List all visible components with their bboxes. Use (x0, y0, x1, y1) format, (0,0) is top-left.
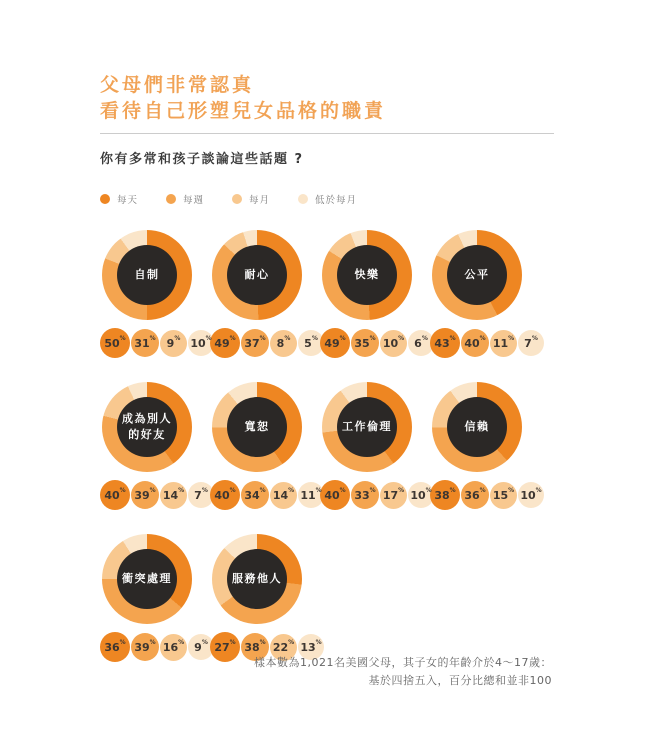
bubble-unit: % (315, 639, 322, 646)
footnote-line2: 基於四捨五入，百分比總和並非100 (368, 674, 552, 687)
value-bubbles (210, 480, 324, 510)
bubble-value: 16 (162, 640, 179, 654)
topic-label: 成為別人 的好友 (122, 412, 172, 441)
value-bubbles (100, 632, 214, 662)
bubble-value: 49 (214, 336, 230, 350)
bubble-unit: % (369, 335, 376, 342)
value-bubble (160, 634, 187, 661)
legend-label: 每週 (183, 195, 205, 206)
donut-chart (102, 230, 192, 320)
bubble-value: 9 (166, 336, 175, 350)
legend-item (232, 192, 270, 206)
bubble-value: 50 (104, 336, 120, 350)
value-bubble (518, 330, 544, 356)
page-title (100, 72, 554, 124)
bubble-unit: % (535, 487, 542, 494)
value-bubble (131, 633, 159, 661)
value-bubble (351, 481, 379, 509)
bubble-unit: % (205, 335, 212, 342)
bubble-unit: % (229, 335, 236, 342)
bubble-unit: % (421, 335, 428, 342)
bubble-value: 17 (382, 488, 399, 502)
bubble-value: 36 (104, 640, 120, 654)
bubble-value: 35 (354, 336, 370, 350)
value-bubbles (430, 328, 544, 358)
bubble-unit: % (339, 335, 346, 342)
value-bubble (160, 482, 187, 509)
bubble-unit: % (119, 639, 126, 646)
bubble-value: 38 (244, 640, 260, 654)
donut-center (227, 245, 287, 305)
topic-label: 自制 (134, 268, 160, 282)
value-bubble (430, 328, 460, 358)
value-bubble (320, 328, 350, 358)
donut-center (447, 397, 507, 457)
bubble-value: 6 (414, 336, 422, 350)
bubble-unit: % (339, 487, 346, 494)
value-bubble (100, 328, 130, 358)
value-bubble (160, 330, 187, 357)
value-bubble (380, 330, 407, 357)
bubble-unit: % (119, 335, 126, 342)
bubble-unit: % (201, 639, 208, 646)
bubble-value: 43 (434, 336, 450, 350)
bubble-unit: % (229, 487, 236, 494)
bubble-value: 38 (434, 488, 450, 502)
topic-card (210, 382, 320, 510)
topic-card (100, 230, 210, 358)
bubble-unit: % (508, 487, 515, 494)
bubble-unit: % (284, 335, 291, 342)
bubble-unit: % (288, 639, 295, 646)
legend-label: 低於每月 (315, 195, 358, 206)
bubble-unit: % (288, 487, 295, 494)
donut-center (447, 245, 507, 305)
value-bubble (461, 329, 489, 357)
donut-center (337, 397, 397, 457)
bubble-unit: % (449, 487, 456, 494)
value-bubbles (320, 328, 434, 358)
divider (100, 133, 554, 134)
legend-label: 每月 (249, 195, 271, 206)
bubble-unit: % (479, 335, 486, 342)
donut-chart (212, 534, 302, 624)
value-bubbles (320, 480, 434, 510)
donut-chart (102, 534, 192, 624)
bubble-unit: % (425, 487, 432, 494)
bubble-value: 37 (244, 336, 260, 350)
bubble-value: 5 (304, 336, 312, 350)
topic-label: 耐心 (244, 268, 270, 282)
bubble-value: 10 (190, 336, 206, 350)
value-bubble (461, 481, 489, 509)
topic-card (320, 382, 430, 510)
value-bubble (241, 329, 269, 357)
bubble-value: 39 (134, 488, 150, 502)
bubble-value: 15 (492, 488, 509, 502)
bubble-unit: % (119, 487, 126, 494)
bubble-value: 22 (272, 640, 289, 654)
topic-label: 公平 (464, 268, 490, 282)
footnote-line1: 樣本數為1,021名美國父母，其子女的年齡介於4～17歲： (254, 656, 552, 669)
page-title-line2: 看待自己形塑兒女品格的職責 (100, 100, 387, 122)
value-bubble (241, 481, 269, 509)
legend (100, 192, 554, 206)
chart-question: 你有多常和孩子談論這些話題 ? (100, 152, 304, 167)
legend-item (100, 192, 138, 206)
topic-card (430, 230, 540, 358)
bubble-value: 31 (134, 336, 150, 350)
bubble-value: 40 (104, 488, 120, 502)
bubble-value: 39 (134, 640, 150, 654)
donut-chart (102, 382, 192, 472)
bubble-unit: % (149, 639, 156, 646)
value-bubble (430, 480, 460, 510)
bubble-value: 49 (324, 336, 340, 350)
donut-chart (212, 382, 302, 472)
bubble-value: 14 (162, 488, 179, 502)
bubble-unit: % (259, 335, 266, 342)
donut-chart (432, 230, 522, 320)
bubble-value: 8 (276, 336, 285, 350)
topic-card (210, 534, 320, 662)
bubble-unit: % (479, 487, 486, 494)
bubble-value: 27 (214, 640, 230, 654)
bubble-value: 10 (382, 336, 399, 350)
topic-label: 寬恕 (244, 420, 270, 434)
bubble-unit: % (259, 639, 266, 646)
donut-center (337, 245, 397, 305)
donut-center (227, 549, 287, 609)
bubble-value: 13 (300, 640, 316, 654)
value-bubble (210, 480, 240, 510)
donut-center (117, 397, 177, 457)
charts-grid (100, 230, 554, 662)
bubble-value: 40 (324, 488, 340, 502)
page-title-line1: 父母們非常認真 (100, 74, 255, 96)
page-content (100, 72, 554, 662)
bubble-unit: % (178, 487, 185, 494)
bubble-unit: % (369, 487, 376, 494)
bubble-value: 11 (300, 488, 316, 502)
bubble-value: 36 (464, 488, 480, 502)
donut-center (117, 549, 177, 609)
legend-dot-icon (100, 194, 110, 204)
donut-chart (322, 230, 412, 320)
legend-item (166, 192, 204, 206)
bubble-value: 9 (194, 640, 202, 654)
bubble-unit: % (149, 335, 156, 342)
donut-center (117, 245, 177, 305)
bubble-unit: % (201, 487, 208, 494)
topic-label: 信賴 (464, 420, 490, 434)
legend-dot-icon (166, 194, 176, 204)
value-bubble (490, 330, 517, 357)
legend-item (298, 192, 357, 206)
value-bubble (351, 329, 379, 357)
bubble-unit: % (531, 335, 538, 342)
donut-chart (322, 382, 412, 472)
bubble-unit: % (259, 487, 266, 494)
value-bubble (380, 482, 407, 509)
value-bubble (100, 480, 130, 510)
donut-center (227, 397, 287, 457)
topic-card (100, 382, 210, 510)
bubble-value: 40 (214, 488, 230, 502)
topic-card (100, 534, 210, 662)
topic-card (320, 230, 430, 358)
bubble-value: 10 (410, 488, 426, 502)
bubble-value: 33 (354, 488, 370, 502)
bubble-unit: % (315, 487, 322, 494)
value-bubbles (100, 328, 214, 358)
value-bubbles (100, 480, 214, 510)
bubble-unit: % (398, 487, 405, 494)
value-bubble (270, 482, 297, 509)
footnote (254, 654, 552, 690)
topic-label: 快樂 (354, 268, 380, 282)
value-bubble (320, 480, 350, 510)
bubble-unit: % (311, 335, 318, 342)
donut-chart (212, 230, 302, 320)
value-bubbles (430, 480, 544, 510)
value-bubble (100, 632, 130, 662)
topic-card (430, 382, 540, 510)
legend-dot-icon (298, 194, 308, 204)
bubble-value: 40 (464, 336, 480, 350)
topic-card (210, 230, 320, 358)
bubble-unit: % (178, 639, 185, 646)
bubble-value: 11 (492, 336, 509, 350)
bubble-unit: % (398, 335, 405, 342)
topic-label: 衝突處理 (122, 572, 172, 586)
bubble-unit: % (449, 335, 456, 342)
legend-label: 每天 (117, 195, 139, 206)
value-bubble (270, 330, 297, 357)
value-bubble (131, 481, 159, 509)
bubble-value: 7 (524, 336, 532, 350)
value-bubble (131, 329, 159, 357)
bubble-unit: % (229, 639, 236, 646)
value-bubble (490, 482, 517, 509)
value-bubble (518, 482, 544, 508)
bubble-value: 10 (520, 488, 536, 502)
bubble-value: 34 (244, 488, 260, 502)
bubble-value: 7 (194, 488, 202, 502)
bubble-unit: % (149, 487, 156, 494)
value-bubble (210, 328, 240, 358)
topic-label: 服務他人 (232, 572, 282, 586)
bubble-unit: % (174, 335, 181, 342)
donut-chart (432, 382, 522, 472)
bubble-value: 14 (272, 488, 289, 502)
bubble-unit: % (508, 335, 515, 342)
topic-label: 工作倫理 (342, 420, 392, 434)
value-bubbles (210, 328, 324, 358)
value-bubble (210, 632, 240, 662)
legend-dot-icon (232, 194, 242, 204)
